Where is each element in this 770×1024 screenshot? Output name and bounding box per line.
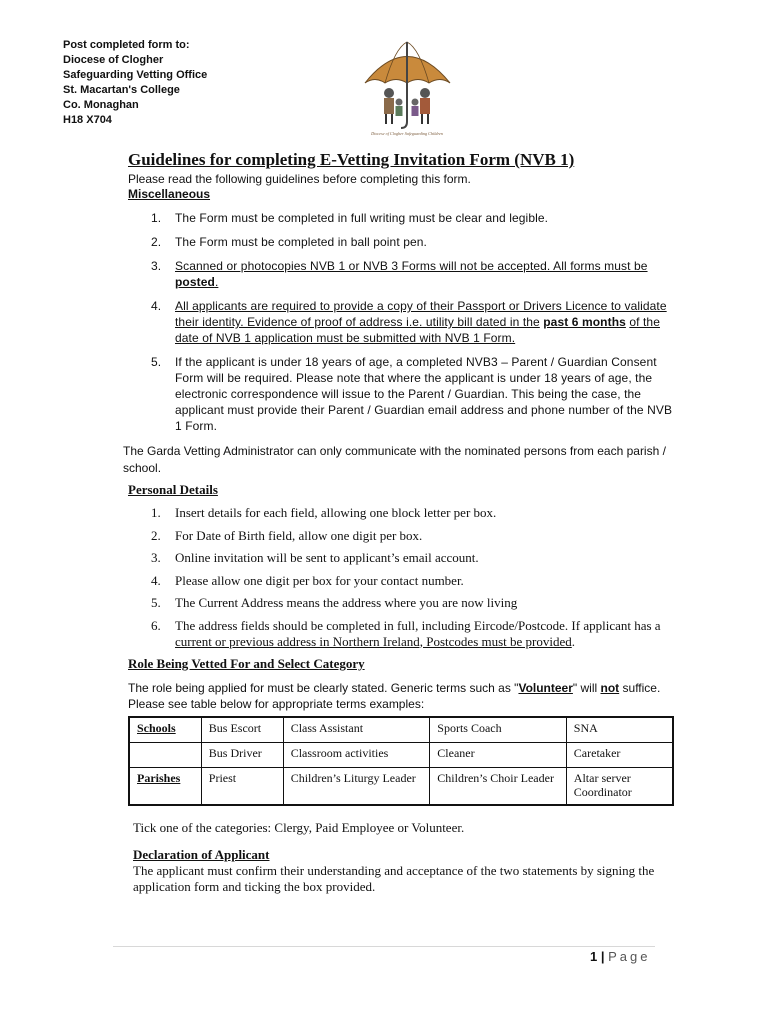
personal-details-heading: Personal Details xyxy=(128,482,218,497)
list-item xyxy=(151,298,678,346)
safeguarding-logo xyxy=(355,38,460,138)
list-item xyxy=(151,573,681,589)
page-number: 1 xyxy=(590,949,598,964)
item-text: If the applicant is under 18 years of age, a completed NVB3 – Parent / Guardian Consent Form will be required. Please note that where the applicant is under 18 years of age, the electronic correspondence will issue to the Parent / Guardian. This being the case, the applicant must provide their Parent / Guardian email address and phone number of the NVB 1 Form. xyxy=(175,355,673,433)
role-text-b: " will xyxy=(572,681,598,695)
address-line: H18 X704 xyxy=(63,114,112,126)
address-line: St. Macartan's College xyxy=(63,84,180,96)
item-number: 4. xyxy=(151,572,161,588)
item-text-end: . xyxy=(214,275,219,289)
item-text-end: of the date of NVB 1 application must be submitted with NVB 1 Form. xyxy=(175,315,660,345)
item-number: 2. xyxy=(151,235,162,249)
table-cell-category: Schools xyxy=(129,717,201,743)
item-number: 6. xyxy=(151,617,161,633)
item-emphasis: posted xyxy=(175,275,215,289)
role-heading: Role Being Vetted For and Select Category xyxy=(128,656,365,671)
table-cell: Children’s Choir Leader xyxy=(430,768,567,806)
table-cell: Class Assistant xyxy=(283,717,430,743)
list-item xyxy=(151,354,678,434)
item-emphasis: past 6 months xyxy=(543,315,626,329)
page-title: Guidelines for completing E-Vetting Invitation Form (NVB 1) xyxy=(128,150,575,169)
footer-divider xyxy=(113,946,655,947)
address-line: Co. Monaghan xyxy=(63,99,139,111)
table-cell-category: Parishes xyxy=(129,768,201,806)
list-item xyxy=(151,618,681,650)
table-cell-category xyxy=(129,743,201,768)
table-cell: Children’s Liturgy Leader xyxy=(283,768,430,806)
item-text-end: . xyxy=(571,633,576,649)
svg-text:Diocese of Clogher Safeguardin: Diocese of Clogher Safeguarding Children xyxy=(371,131,443,136)
umbrella-family-icon xyxy=(355,38,460,138)
list-item xyxy=(151,234,678,250)
item-text: The Form must be completed in full writing must be clear and legible. xyxy=(175,211,549,225)
tick-instruction: Tick one of the categories: Clergy, Paid Employee or Volunteer. xyxy=(133,820,465,835)
table-cell: Bus Driver xyxy=(201,743,283,768)
not-term: not xyxy=(600,681,620,695)
item-number: 3. xyxy=(151,550,161,565)
role-instructions xyxy=(128,680,668,712)
item-number: 1. xyxy=(151,505,161,520)
table-cell: Caretaker xyxy=(566,743,673,768)
table-cell: Priest xyxy=(201,768,283,806)
item-number: 1. xyxy=(151,211,162,225)
item-text: Scanned or photocopies NVB 1 or NVB 3 Forms will not be accepted. All forms must be xyxy=(175,259,648,273)
list-item xyxy=(151,595,681,611)
item-number: 5. xyxy=(151,355,162,369)
role-text-c: suffice. Please see table below for appropriate terms examples: xyxy=(128,681,661,711)
table-row xyxy=(129,768,673,806)
item-number: 5. xyxy=(151,595,161,610)
role-text-a: The role being applied for must be clearly stated. Generic terms such as " xyxy=(128,681,519,695)
item-number: 2. xyxy=(151,527,161,543)
postal-address-block xyxy=(63,38,207,128)
page-separator: | xyxy=(600,949,605,964)
item-text: Please allow one digit per box for your contact number. xyxy=(175,572,464,588)
table-cell: SNA xyxy=(566,717,673,743)
table-cell: Cleaner xyxy=(430,743,567,768)
page-footer xyxy=(590,949,651,964)
address-line: Post completed form to: xyxy=(63,39,190,51)
item-text: Online invitation will be sent to applicant’s email account. xyxy=(175,550,479,565)
item-number: 4. xyxy=(151,299,162,313)
intro-text: Please read the following guidelines before completing this form. xyxy=(128,172,471,186)
declaration-heading: Declaration of Applicant xyxy=(133,847,270,862)
garda-note: The Garda Vetting Administrator can only communicate with the nominated persons from each parish / school. xyxy=(123,444,666,475)
table-row xyxy=(129,743,673,768)
address-line: Safeguarding Vetting Office xyxy=(63,69,208,81)
list-item xyxy=(151,528,681,544)
table-row xyxy=(129,717,673,743)
volunteer-term: Volunteer xyxy=(518,681,573,695)
address-line: Diocese of Clogher xyxy=(63,54,164,66)
declaration-text: The applicant must confirm their understanding and acceptance of the two statements by signing the application form and ticking the box provided. xyxy=(133,863,655,894)
table-cell: Sports Coach xyxy=(430,717,567,743)
miscellaneous-list xyxy=(151,210,678,442)
list-item xyxy=(151,505,681,521)
table-cell: Altar server Coordinator xyxy=(566,768,673,806)
list-item xyxy=(151,258,678,290)
list-item xyxy=(151,550,681,566)
item-text: The address fields should be completed in full, including Eircode/Postcode. If applicant has a xyxy=(175,617,661,633)
item-text: For Date of Birth field, allow one digit per box. xyxy=(175,527,423,543)
item-text: The Current Address means the address where you are now living xyxy=(175,595,518,610)
page-label: Page xyxy=(608,949,651,964)
personal-details-list xyxy=(151,505,681,656)
item-text: All applicants are required to provide a copy of their Passport or Drivers Licence to validate their identity. Evidence of proof of address i.e. utility bill dated in the xyxy=(175,299,667,329)
item-number: 3. xyxy=(151,259,162,273)
table-cell: Classroom activities xyxy=(283,743,430,768)
role-examples-table xyxy=(128,716,674,806)
miscellaneous-heading: Miscellaneous xyxy=(128,187,211,201)
item-text: The Form must be completed in ball point pen. xyxy=(175,235,427,249)
item-emphasis: current or previous address in Northern Ireland, Postcodes must be provided xyxy=(175,633,572,649)
list-item xyxy=(151,210,678,226)
table-cell: Bus Escort xyxy=(201,717,283,743)
item-text: Insert details for each field, allowing one block letter per box. xyxy=(175,505,497,520)
